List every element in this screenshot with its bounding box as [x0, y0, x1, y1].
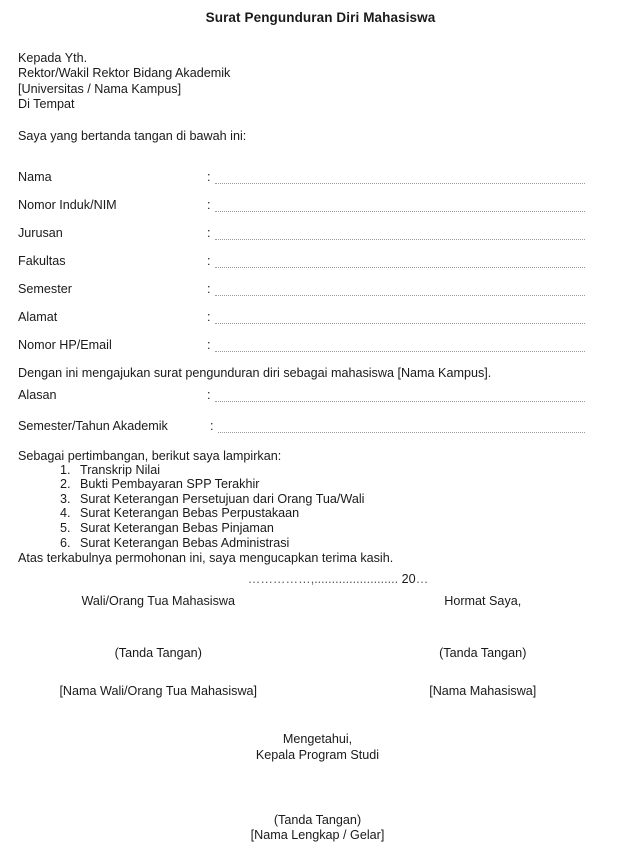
guardian-signature-placeholder[interactable]: (Tanda Tangan): [114, 646, 202, 661]
field-colon-kontak: :: [207, 337, 211, 352]
addressee-line-3: [Universitas / Nama Kampus]: [18, 81, 182, 96]
acknowledgement-line-2: Kepala Program Studi: [255, 747, 380, 762]
date-year-prefix: 20: [401, 572, 416, 587]
addressee-block: [18, 51, 623, 113]
field-label-kontak: Nomor HP/Email: [18, 337, 112, 352]
date-place-placeholder: ……………,: [247, 572, 315, 587]
field-row-nim: [18, 184, 623, 212]
field-colon-semester: :: [207, 281, 211, 296]
field-row-kontak: [18, 324, 623, 352]
closing-text: Atas terkabulnya permohonan ini, saya mengucapkan terima kasih.: [18, 551, 394, 566]
list-item: 2. Bukti Pembayaran SPP Terakhir: [74, 477, 623, 492]
addressee-line-4: Di Tempat: [18, 97, 75, 112]
intro-text: Saya yang bertanda tangan di bawah ini:: [18, 128, 247, 143]
field-input-kontak[interactable]: [215, 342, 585, 352]
list-item: 4. Surat Keterangan Bebas Perpustakaan: [74, 506, 623, 521]
signature-block-student: [325, 594, 624, 698]
field-colon-tahun-akademik: :: [210, 418, 214, 433]
field-label-alamat: Alamat: [18, 309, 58, 324]
field-input-tahun-akademik[interactable]: [218, 423, 585, 433]
guardian-role-label: Wali/Orang Tua Mahasiswa: [81, 594, 236, 609]
addressee-line-2: Rektor/Wakil Rektor Bidang Akademik: [18, 66, 231, 81]
field-input-alamat[interactable]: [215, 314, 585, 324]
acknowledgement-signature-placeholder[interactable]: (Tanda Tangan): [273, 813, 362, 827]
acknowledgement-block: [18, 732, 623, 844]
attachments-list: [18, 463, 623, 551]
attachments-heading: Sebagai pertimbangan, berikut saya lampirkan:: [18, 448, 282, 463]
field-label-fakultas: Fakultas: [18, 253, 66, 268]
field-colon-alasan: :: [207, 387, 211, 402]
field-input-semester[interactable]: [215, 286, 585, 296]
acknowledgement-signature-space: [18, 763, 617, 813]
field-input-nim[interactable]: [215, 202, 585, 212]
addressee-line-1: Kepada Yth.: [18, 51, 88, 65]
field-colon-nim: :: [207, 197, 211, 212]
field-input-fakultas[interactable]: [215, 258, 585, 268]
resignation-statement: Dengan ini mengajukan surat pengunduran diri sebagai mahasiswa [Nama Kampus].: [18, 365, 492, 380]
field-colon-jurusan: :: [207, 225, 211, 240]
field-row-semester: [18, 268, 623, 296]
list-item: 1. Transkrip Nilai: [74, 463, 623, 478]
field-label-nama: Nama: [18, 169, 52, 184]
student-signature-placeholder[interactable]: (Tanda Tangan): [439, 646, 527, 661]
field-row-alamat: [18, 296, 623, 324]
field-input-nama[interactable]: [215, 174, 585, 184]
field-colon-alamat: :: [207, 309, 211, 324]
applicant-fields: [18, 156, 623, 352]
field-label-nim: Nomor Induk/NIM: [18, 197, 117, 212]
field-input-jurusan[interactable]: [215, 230, 585, 240]
field-row-jurusan: [18, 212, 623, 240]
signature-columns: [18, 594, 623, 698]
signature-block-guardian: [18, 594, 325, 698]
field-row-fakultas: [18, 240, 623, 268]
student-name-placeholder: [Nama Mahasiswa]: [429, 684, 537, 699]
field-colon-nama: :: [207, 169, 211, 184]
list-item: 6. Surat Keterangan Bebas Administrasi: [74, 536, 623, 551]
field-row-tahun-akademik: [18, 411, 623, 433]
field-label-alasan: Alasan: [18, 387, 57, 402]
acknowledgement-line-1: Mengetahui,: [282, 732, 353, 747]
date-line[interactable]: [208, 572, 468, 586]
field-colon-fakultas: :: [207, 253, 211, 268]
field-label-tahun-akademik: Semester/Tahun Akademik: [18, 418, 168, 433]
list-item: 3. Surat Keterangan Persetujuan dari Orang Tua/Wali: [74, 492, 623, 507]
field-label-jurusan: Jurusan: [18, 225, 63, 240]
field-label-semester: Semester: [18, 281, 72, 296]
date-year-placeholder: …: [415, 572, 429, 587]
field-row-alasan: [18, 380, 623, 402]
date-day-placeholder: ........................: [314, 572, 399, 587]
guardian-name-placeholder: [Nama Wali/Orang Tua Mahasiswa]: [59, 684, 258, 699]
student-role-label: Hormat Saya,: [444, 594, 522, 609]
field-row-nama: [18, 156, 623, 184]
list-item: 5. Surat Keterangan Bebas Pinjaman: [74, 521, 623, 536]
acknowledgement-name-placeholder: [Nama Lengkap / Gelar]: [250, 828, 385, 843]
field-input-alasan[interactable]: [215, 392, 585, 402]
page-title: Surat Pengunduran Diri Mahasiswa: [205, 10, 436, 25]
